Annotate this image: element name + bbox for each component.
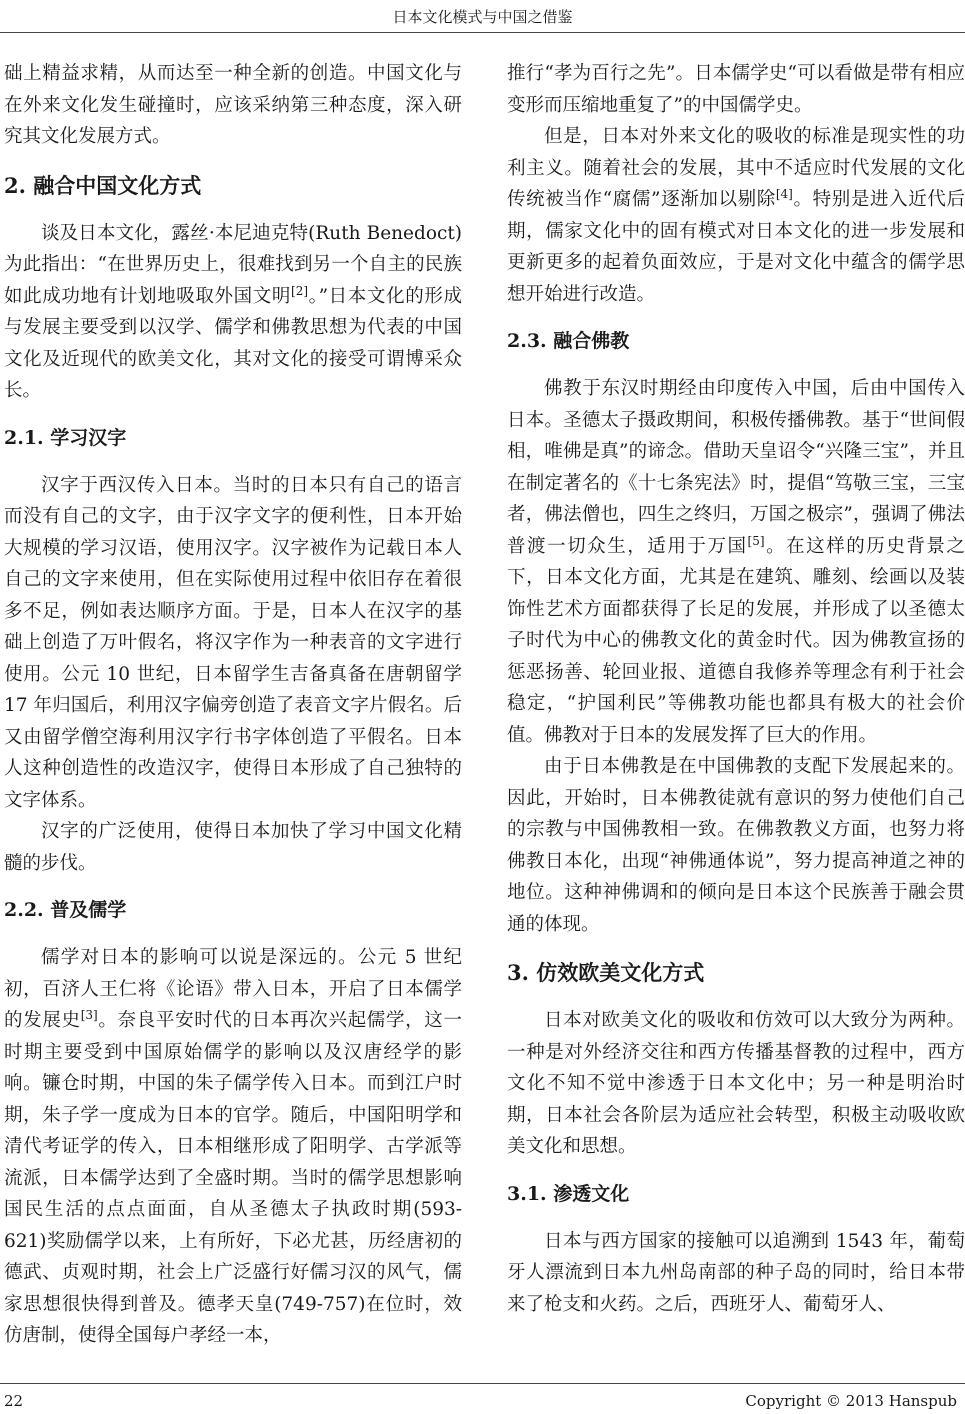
paragraph-western-culture: 日本对欧美文化的吸收和仿效可以大致分为两种。一种是对外经济交往和西方传播基督教的过程中，西方文化不知不觉中渗透于日本文化中；另一种是明治时期，日本社会各阶层为适应社会转型，积极主动吸收欧美文化和思想。 [507,1010,965,1157]
paragraph-text: 但是，日本对外来文化的吸收的标准是现实性的功利主义。随着社会的发展，其中不适应时代发展的文化传统被当作“腐儒”逐渐加以剔除 [507,126,965,210]
paragraph-text: 。特别是进入近代后期，儒家文化中的固有模式对日本文化的进一步发展和更新更多的起着负面效应，于是对文化中蕴含的儒学思想开始进行改造。 [507,189,965,305]
citation-ref-3[interactable]: [3] [80,1007,98,1022]
paragraph-buddhism [507,373,965,751]
paragraph-text: 。”日本文化的形成与发展主要受到以汉学、儒学和佛教思想为代表的中国文化及近现代的欧美文化，其对文化的接受可谓博采众长。 [4,285,462,401]
section-3-heading: 3. 仿效欧美文化方式 [507,960,705,985]
right-column [507,58,965,1320]
paragraph-filial-piety: 推行“孝为百行之先”。日本儒学史“可以看做是带有相应变形而压缩地重复了”的中国儒学史。 [507,63,965,116]
citation-ref-4[interactable]: [4] [775,186,793,201]
paragraph-kanji-usage: 汉字的广泛使用，使得日本加快了学习中国文化精髓的步伐。 [4,821,462,874]
paragraph-utilitarian [507,121,965,310]
paragraph-confucianism [4,942,462,1352]
page-number: 22 [4,1392,24,1410]
paragraph-text: 。奈良平安时代的日本再次兴起儒学，这一时期主要受到中国原始儒学的影响以及汉唐经学的影响。镰仓时期，中国的朱子儒学传入日本。而到江户时期，朱子学一度成为日本的官学。随后，中国阳明学和清代考证学的传入，日本相继形成了阳明学、古学派等流派，日本儒学达到了全盛时期。当时的儒学思想影响国民生活的点点面面，自从圣德太子执政时期(593-621)奖励儒学以来，上有所好，下必尤甚，历经唐初的德武、贞观时期，社会上广泛盛行好儒习汉的风气，儒家思想很快得到普及。德孝天皇(749-757)在位时，效仿唐制，使得全国每户孝经一本， [4,1010,462,1346]
section-2-3-heading: 2.3. 融合佛教 [507,330,630,352]
section-2-heading: 2. 融合中国文化方式 [4,172,202,198]
left-column [4,58,462,1352]
paragraph-kanji: 汉字于西汉传入日本。当时的日本只有自己的语言而没有自己的文字，由于汉字文字的便利性，日本开始大规模的学习汉语，使用汉字。汉字被作为记载日本人自己的文字来使用，但在实际使用过程中依旧存在着很多不足，例如表达顺序方面。于是，日本人在汉字的基础上创造了万叶假名，将汉字作为一种表音的文字进行使用。公元 10 世纪，日本留学生吉备真备在唐朝留学 17 年归国后，利用汉字偏旁创造了表音文字片假名。后又由留学僧空海利用汉字行书字体创造了平假名。日本人这种创造性的改造汉字，使得日本形成了自己独特的文字体系。 [4,474,462,811]
paragraph-text: 谈及日本文化，露丝·本尼迪克特(Ruth Benedoct)为此指出：“在世界历史上，很难找到另一个自主的民族如此成功地有计划地吸取外国文明 [4,222,462,307]
paragraph-benedict-quote [4,218,462,407]
paragraph-portuguese-contact: 日本与西方国家的接触可以追溯到 1543 年，葡萄牙人漂流到日本九州岛南部的种子岛的同时，给日本带来了枪支和火药。之后，西班牙人、葡萄牙人、 [507,1230,965,1315]
running-header: 日本文化模式与中国之借鉴 [392,8,573,26]
citation-ref-2[interactable]: [2] [291,283,309,298]
paragraph-intro-continued: 础上精益求精，从而达至一种全新的创造。中国文化与在外来文化发生碰撞时，应该采纳第三种态度，深入研究其文化发展方式。 [4,63,462,147]
header-rule [0,32,965,33]
paragraph-text: 佛教于东汉时期经由印度传入中国，后由中国传入日本。圣德太子摄政期间，积极传播佛教。基于“世间假相，唯佛是真”的谛念。借助天皇诏令“兴隆三宝”，并且在制定著名的《十七条宪法》时，提倡“笃敬三宝，三宝者，佛法僧也，四生之终归，万国之极宗”，强调了佛法普渡一切众生，适用于万国 [507,378,965,557]
copyright-notice: Copyright © 2013 Hanspub [745,1392,957,1410]
paragraph-text: 儒学对日本的影响可以说是深远的。公元 5 世纪初，百济人王仁将《论语》带入日本，开启了日本儒学的发展史 [4,947,462,1031]
paragraph-text: 。在这样的历史背景之下，日本文化方面，尤其是在建筑、雕刻、绘画以及装饰性艺术方面都获得了长足的发展，并形成了以圣德太子时代为中心的佛教文化的黄金时代。因为佛教宣扬的惩恶扬善、轮回业报、道德自我修养等理念有利于社会稳定，“护国利民”等佛教功能也都具有极大的社会价值。佛教对于日本的发展发挥了巨大的作用。 [507,535,965,746]
paragraph-buddhism-japanization: 由于日本佛教是在中国佛教的支配下发展起来的。因此，开始时，日本佛教徒就有意识的努力使他们自己的宗教与中国佛教相一致。在佛教教义方面，也努力将佛教日本化，出现“神佛通体说”，努力提高神道之神的地位。这种神佛调和的倾向是日本这个民族善于融会贯通的体现。 [507,756,965,935]
section-2-2-heading: 2.2. 普及儒学 [4,899,127,921]
citation-ref-5[interactable]: [5] [747,533,765,548]
footer-rule [0,1383,965,1384]
section-2-1-heading: 2.1. 学习汉字 [4,426,127,449]
section-3-1-heading: 3.1. 渗透文化 [507,1182,630,1205]
